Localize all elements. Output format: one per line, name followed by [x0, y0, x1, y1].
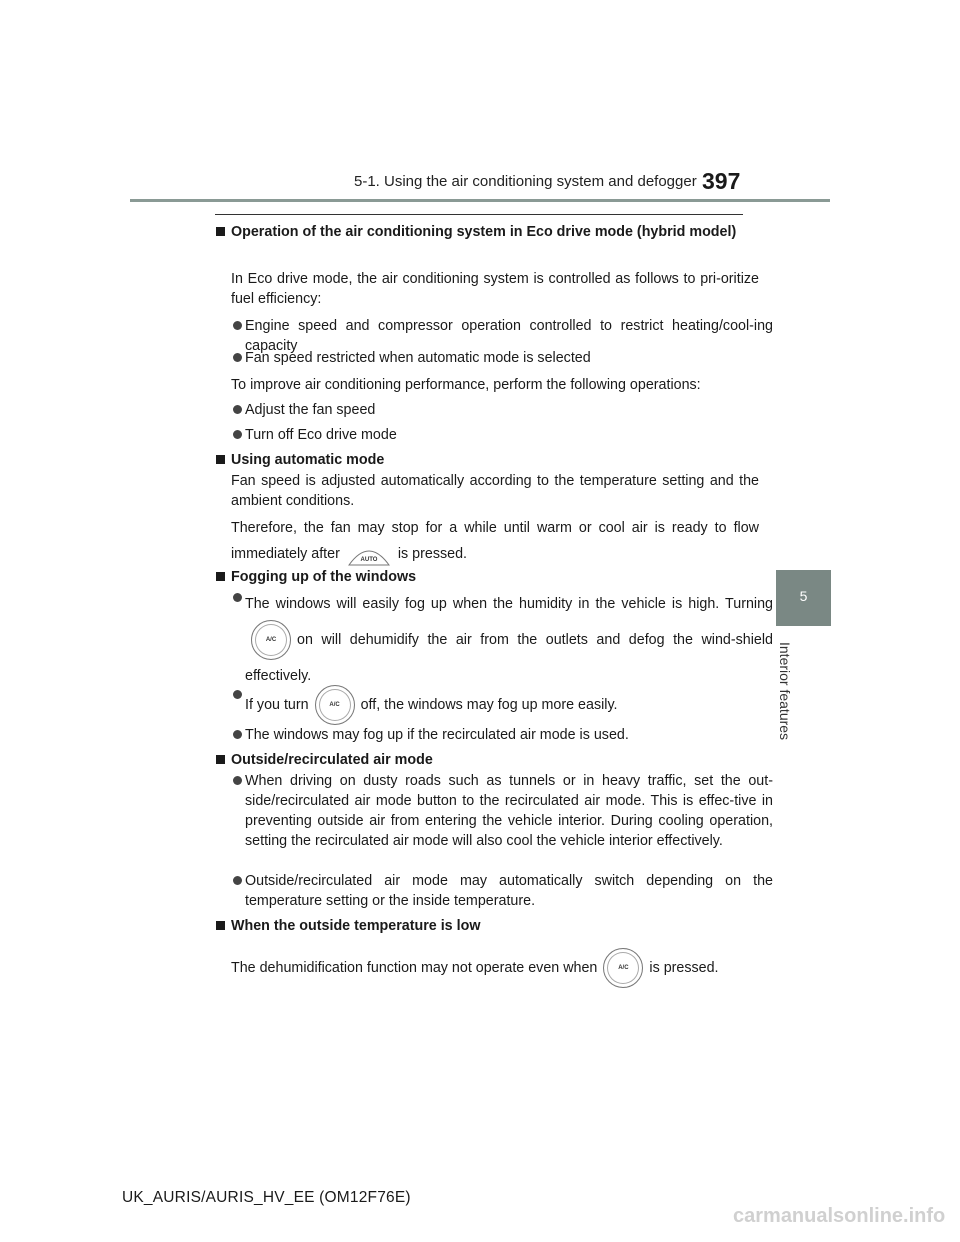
low-temp-text-b: is pressed.	[649, 959, 719, 976]
fog-bullet-1-text-a: The windows will easily fog up when the humidity in the vehicle is high. Turning	[245, 596, 773, 612]
low-temp-text-a: The dehumidification function may not operate even when	[231, 959, 598, 976]
ac-button-icon	[251, 620, 291, 660]
fog-bullet-1-text-b: on will dehumidify the air from the outlets and defog the wind-shield effectively.	[245, 631, 773, 684]
ac-button-icon	[315, 685, 355, 725]
chapter-number: 5	[799, 588, 808, 604]
heading-low-temperature: When the outside temperature is low	[215, 916, 759, 936]
auto-paragraph-2-text-b: is pressed.	[397, 545, 467, 562]
eco-improve-text: To improve air conditioning performance, perform the following operations:	[231, 377, 701, 393]
ac-button-icon-label: A/C	[329, 702, 340, 708]
ac-button-icon-label: A/C	[265, 637, 277, 643]
eco-intro: In Eco drive mode, the air conditioning system is controlled as follows to pri-oritize fuel efficiency:	[231, 271, 759, 307]
heading-outside-recirculated: Outside/recirculated air mode	[215, 750, 759, 770]
recirc-bullet-dusty-roads: When driving on dusty roads such as tunnels or in heavy traffic, set the out-side/recirculated air mode button to the recirculated air mode. This is effec-tive in preventing outside air from entering the vehicle interior. During cooling operation, setting the recirculated air mode will also cool the vehicle interior effectively.	[215, 771, 773, 851]
heading-automatic-mode: Using automatic mode	[215, 450, 759, 470]
heading-fogging: Fogging up of the windows	[215, 567, 759, 587]
heading-eco-mode: Operation of the air conditioning system in Eco drive mode (hybrid model)	[215, 222, 759, 242]
fog-bullet-recirculated: The windows may fog up if the recirculated air mode is used.	[215, 725, 773, 745]
auto-button-icon	[346, 541, 392, 567]
auto-paragraph-2-text-a: Therefore, the fan may stop for a while until warm or cool air is ready to flow immediately after	[231, 520, 759, 562]
fog-bullet-humidity	[215, 588, 773, 692]
section-title: 5-1. Using the air conditioning system and defogger	[354, 173, 697, 190]
chapter-label: Interior features	[777, 642, 793, 741]
ac-button-icon	[603, 948, 643, 988]
content-top-rule	[215, 214, 743, 215]
ac-button-icon-label: A/C	[618, 965, 629, 971]
recirc-bullet-auto-switch: Outside/recirculated air mode may automatically switch depending on the temperature setting or the inside temperature.	[215, 871, 773, 911]
low-temp-paragraph	[215, 948, 759, 988]
fog-bullet-2-text-a: If you turn	[245, 696, 309, 713]
eco-bullet-adjust-fan: Adjust the fan speed	[215, 400, 773, 420]
svg-text:AUTO: AUTO	[360, 557, 378, 563]
eco-bullet-engine: Engine speed and compressor operation controlled to restrict heating/cool-ing capacity	[215, 316, 773, 356]
watermark: carmanualsonline.info	[733, 1205, 946, 1227]
fog-bullet-2-text-b: off, the windows may fog up more easily.	[360, 696, 618, 713]
chapter-tab	[776, 570, 831, 626]
document-footer: UK_AURIS/AURIS_HV_EE (OM12F76E)	[122, 1189, 411, 1206]
eco-bullet-turn-off: Turn off Eco drive mode	[215, 425, 773, 445]
auto-paragraph-2	[215, 516, 759, 567]
page-number: 397	[702, 168, 741, 194]
auto-paragraph-1: Fan speed is adjusted automatically according to the temperature setting and the ambient conditions.	[231, 473, 759, 509]
eco-bullet-fan: Fan speed restricted when automatic mode is selected	[215, 348, 773, 368]
header-rule	[130, 199, 830, 202]
fog-bullet-turn-off	[215, 685, 773, 725]
